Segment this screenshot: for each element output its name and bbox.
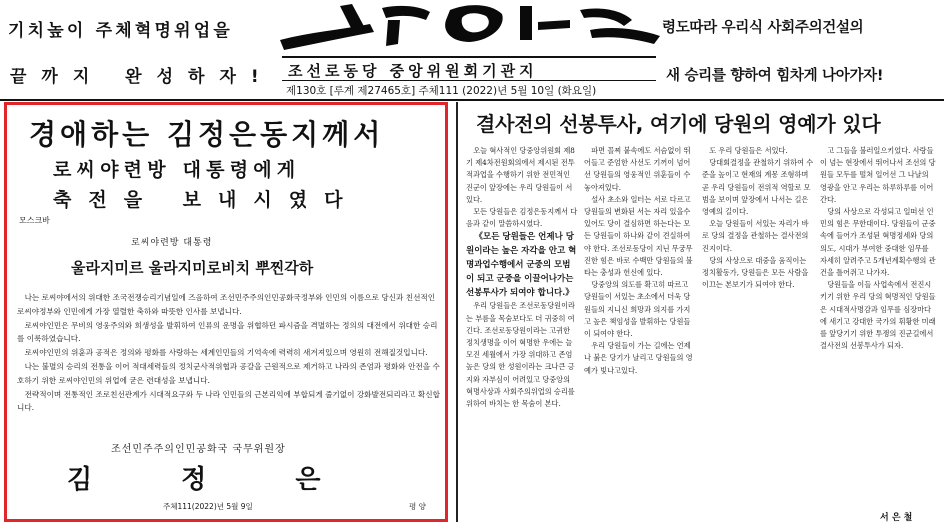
masthead-logo	[270, 0, 670, 56]
signer-name: 김 정 은	[67, 465, 321, 495]
article-paragraph: 당의 사상으로 각성되고 일떠선 인민의 힘은 무한대이다. 당원들이 군중속에 들어가 조성된 혁명정세와 당의 의도, 시대가 부여한 중대한 임무를 자세히 알려주고 5개년계획수행의 관건을 틀어쥐고 나가자.	[820, 207, 936, 278]
letter-paragraph: 나는 불멸의 승리의 전통을 이어 적대세력들의 정치군사적위협과 공갈을 근원적으로 제거하고 나라의 존엄과 평화와 안전을 수호하기 위한 로씨야인민의 위업에 굳은 련대성을 보냅니다.	[17, 361, 440, 385]
masthead-subtitle: 조선로동당 중앙위원회기관지	[288, 62, 538, 80]
letter-paragraph: 나는 로씨야에서의 위대한 조국전쟁승리기념일에 즈음하여 조선민주주의인민공화국정부와 인민의 이름으로 당신과 친선적인 로씨야정부와 인민에게 가장 열렬한 축하와 따뜻한 인사를 보냅니다.	[17, 293, 436, 316]
article-paragraph: 당중앙의 의도를 확고히 따르고 당원들이 서있는 초소에서 더욱 당원들의 지니신 희망과 의지를 가지고 높은 책임성을 발휘하는 당원들이 되여야 한다.	[584, 280, 691, 339]
letter-title: 경애하는 김정은동지께서	[29, 118, 385, 151]
recipient-name: 울라지미르 울라지미로비치 뿌찐각하	[71, 259, 314, 277]
article-paragraph: 우리 당원들이 가는 길에는 언제나 붉은 당기가 날리고 당원들의 영예가 빛나고있다.	[584, 341, 693, 375]
article-paragraph: 도 우리 당원들은 서있다.	[709, 146, 788, 155]
article-paragraph: 당의 사상으로 대중을 움직이는 정치활동가, 당원들은 모든 사람을 이끄는 본보기가 되여야 한다.	[702, 255, 809, 290]
article-column-4	[820, 145, 936, 509]
letter-subtitle-line1: 로씨야련방 대통령에게	[53, 159, 301, 181]
article-paragraph: 모든 당원들은 김정은동지께서 다음과 같이 말씀하시였다.	[466, 207, 578, 229]
article-column-3	[702, 145, 814, 523]
signer-title: 조선민주주의인민공화국 국무위원장	[111, 444, 286, 455]
article-headline: 결사전의 선봉투사, 여기에 당원의 영예가 있다	[476, 112, 881, 136]
article-column-1	[466, 145, 578, 523]
article-paragraph: 오늘 당원들이 서있는 자리가 바로 당의 결정을 관철하는 결사전의 진지이다.	[702, 219, 809, 253]
issue-line: 제130호 [루계 제27465호] 주체111 (2022)년 5월 10일 (화요일)	[286, 85, 597, 97]
article-paragraph: 고 그들을 불러일으키었다. 사랑들이 넘는 현장에서 뛰어나서 조선의 당원들 모두를 떨쳐 일어선 그 나날의 영광을 안고 우리는 하루하루를 이어간다.	[820, 146, 936, 204]
recipient-title: 로씨야련방 대통령	[131, 238, 213, 248]
dateline: 모스크바	[19, 216, 50, 225]
letter-paragraph: 로씨야인민은 무비의 영웅주의와 희생성을 발휘하여 인류의 운명을 위협하던 파시즘을 격멸하는 정의의 대전에서 위대한 승리를 이룩하였습니다.	[17, 320, 438, 344]
article-paragraph: 우리 당원들은 조선로동당원이라는 부름을 목숨보다도 더 귀중히 여긴다. 조선로동당원이라는 고귀한 정치생명을 이어 혁명한 우에는 늘 모진 세월에서 가장 위대하고 존엄높은 당의 한 성원이라는 크나큰 긍지와 자부심이 어려있고 당중앙의 혁명사상과 사회주의위업의 승리를 위하여 바치는 한 목숨이 본다.	[466, 301, 575, 409]
article-paragraph: 당대회결정을 관철하기 위하여 수준을 높이고 현재의 계몽 조형하며 곧 우리 당원들이 전위적 역할로 모범을 보이며 앞장에서 나서는 길은 영예의 길이다.	[702, 158, 814, 217]
sign-date: 주체111(2022)년 5월 9일	[163, 502, 253, 511]
highlighted-letter-box	[4, 102, 448, 522]
letter-paragraph: 전략적이며 전통적인 조로친선관계가 시대적요구와 두 나라 인민들의 근본리익에 부합되게 줄기없이 강화발전되리라고 확신합니다.	[17, 389, 440, 413]
letter-body	[17, 291, 441, 415]
article-paragraph: 오늘 혁사적인 당중앙위원회 제8기 제4차전원회의에서 제시된 전투적과업을 수행하기 위한 전민적인 진군이 앞장에는 우리 당원들이 서있다.	[466, 146, 575, 204]
letter-subtitle-line2: 축전을 보내시였다	[53, 189, 360, 211]
masthead-rule-mid	[282, 80, 656, 81]
masthead-rule-top	[282, 56, 656, 58]
header-divider	[0, 99, 944, 101]
slogan-left-top: 기치높이 주체혁명위업을	[8, 21, 233, 41]
article-byline: 서 은 철	[880, 513, 913, 523]
article-paragraph: 설사 초소와 일터는 서로 다르고 당원들의 변화된 서는 자리 있을수 있어도 당이 결심하면 하는다는 모든 당원들이 하나와 같이 견실하여야 한다. 조선로동당이 지닌 무궁무진한 힘은 바로 수백만 당원들의 불타는 충성과 헌신에 있다.	[584, 194, 693, 278]
article-paragraph: 파면 꼴찌 붙속에도 서슴없이 뛰어들고 준엄한 사선도 기꺼이 넘어선 당원들의 영웅적인 위훈들이 수놓아져있다.	[584, 146, 691, 192]
slogan-right-top: 령도따라 우리식 사회주의건설의	[662, 20, 864, 36]
sign-place: 평 양	[409, 502, 426, 511]
article-paragraph: 당원들을 이들 사업속에서 전진시키기 위한 우리 당의 혁명적인 당원들은 시대적사명감과 임무를 심장마다에 새기고 강대한 국가의 휘황한 미래를 앞당기기 위한 투쟁의 진군길에서 결사전의 선봉투사가 되자.	[820, 280, 936, 351]
slogan-right-bottom: 새 승리를 향하여 힘차게 나아가자!	[666, 68, 884, 84]
article-column-2	[584, 145, 696, 523]
letter-paragraph: 로씨야인민의 위훈과 공적은 정의와 평화를 사랑하는 세계인민들의 기억속에 력력히 새겨져있으며 영원히 전해질것입니다.	[24, 348, 428, 358]
column-divider	[456, 102, 458, 522]
slogan-left-bottom: 끝까지 완성하자!	[10, 67, 274, 87]
article-quote: 《모든 당원들은 언제나 당원이라는 높은 자각을 안고 혁명과업수행에서 군중의 모범이 되고 군중을 이끌어나가는 선봉투사가 되여야 합니다.》	[466, 232, 577, 299]
